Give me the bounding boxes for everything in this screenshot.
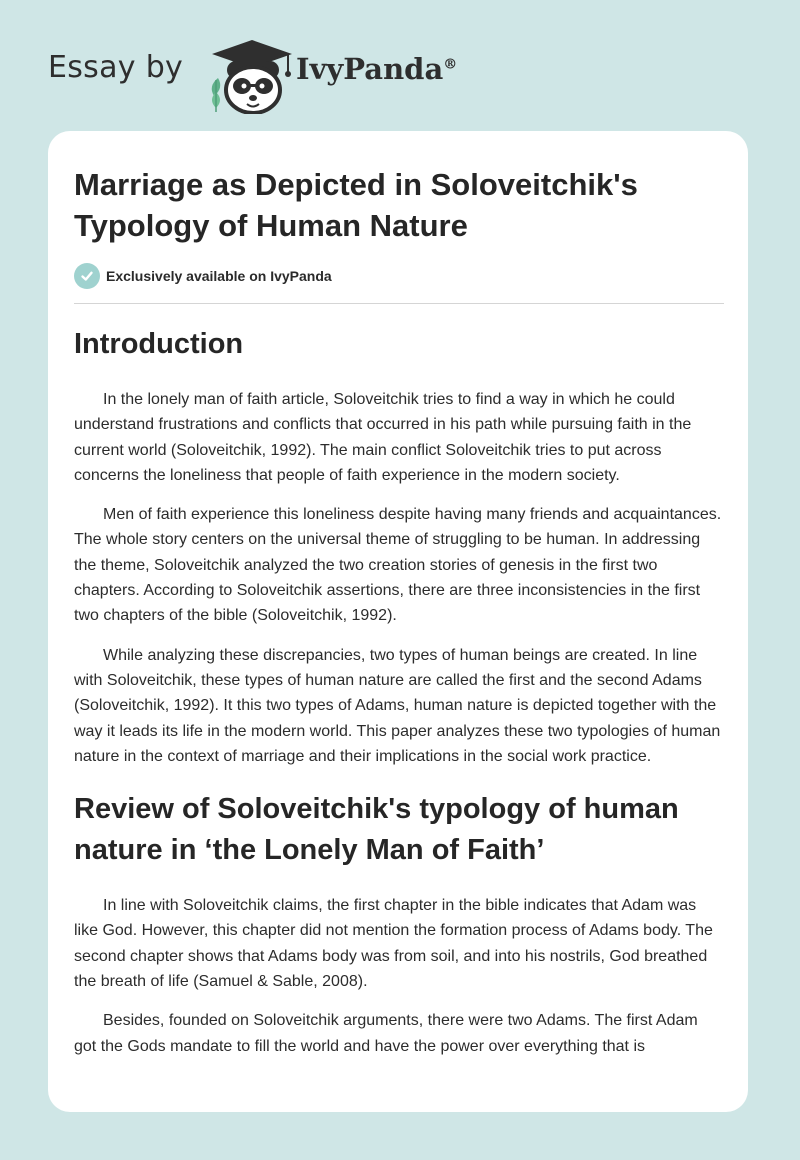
paragraph: In line with Soloveitchik claims, the first chapter in the bible indicates that Adam was like God. However, this chapter did not mention the formation process of Adams body. The second chapter shows that Adams body was from soil, and into his nostrils, God breathed the breath of life (Samuel & Sable, 2008). (74, 897, 713, 991)
badge-text: Exclusively available on IvyPanda (106, 268, 332, 284)
article-body (74, 324, 724, 1059)
article-card (48, 131, 748, 1112)
check-circle-icon (74, 263, 100, 289)
panda-graduate-icon (204, 34, 296, 114)
paragraph: While analyzing these discrepancies, two types of human beings are created. In line with Soloveitchik, these types of human nature are called the first and the second Adams (Soloveitchik, 1992). It this two types of Adams, human nature is depicted together with the way it leads its life in the modern world. This paper analyzes these two typologies of human nature in the context of marriage and their implications in the social work practice. (74, 646, 721, 765)
article-title: Marriage as Depicted in Soloveitchik's Typology of Human Nature (74, 167, 638, 243)
brand-name (296, 52, 457, 86)
paragraph: In the lonely man of faith article, Soloveitchik tries to find a way in which he could understand frustrations and conflicts that occurred in his path while pursuing faith in the current world (Soloveitchik, 1992). The main conflict Soloveitchik tries to put across concerns the loneliness that people of faith experience in the modern society. (74, 391, 692, 484)
exclusive-badge (74, 263, 332, 289)
paragraph: Besides, founded on Soloveitchik arguments, there were two Adams. The first Adam got the Gods mandate to fill the world and have the power over everything that is (74, 1012, 698, 1055)
section-heading-introduction: Introduction (74, 328, 244, 360)
section-heading-review: Review of Soloveitchik's typology of human nature in ‘the Lonely Man of Faith’ (74, 793, 679, 867)
paragraph: Men of faith experience this loneliness despite having many friends and acquaintances. The whole story centers on the universal theme of struggling to be human. In addressing the theme, Soloveitchik analyzed the two creation stories of genesis in the first two chapters. According to Soloveitchik assertions, there are three inconsistencies in the first two chapters of the bible (Soloveitchik, 1992). (74, 506, 722, 625)
divider (74, 303, 724, 304)
site-header (48, 30, 748, 110)
registered-mark: ® (443, 56, 458, 73)
brand-name-text: IvyPanda (296, 52, 444, 86)
essay-by-label: Essay by (48, 50, 184, 85)
